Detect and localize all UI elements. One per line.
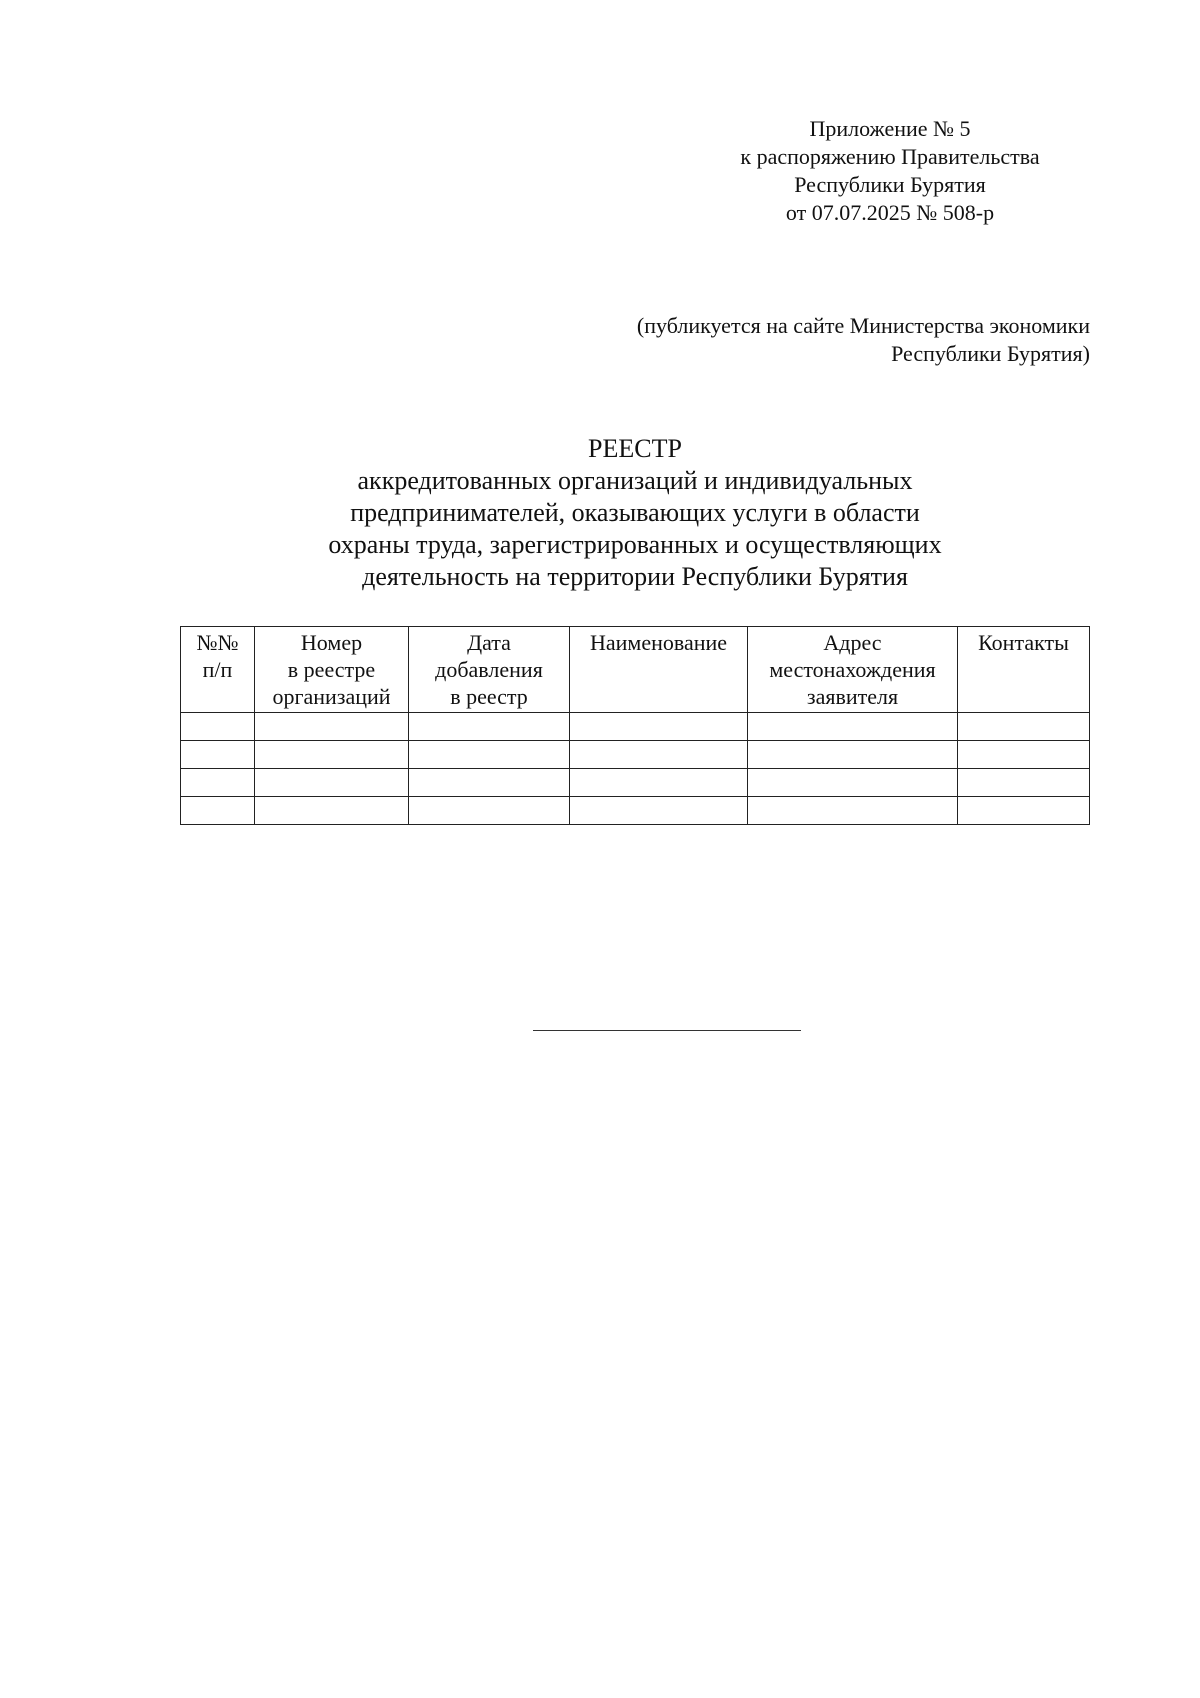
table-header-row	[181, 627, 1090, 713]
header-name: Наименование	[570, 627, 748, 713]
table-cell	[409, 713, 570, 741]
appendix-block	[720, 115, 1060, 227]
table-cell	[748, 797, 958, 825]
title-line: аккредитованных организаций и индивидуальных	[357, 466, 913, 495]
table-row	[181, 713, 1090, 741]
table-cell	[409, 741, 570, 769]
header-registry-number: Номер в реестре организаций	[255, 627, 409, 713]
table-row	[181, 741, 1090, 769]
table-cell	[255, 713, 409, 741]
table-cell	[181, 741, 255, 769]
note-line: (публикуется на сайте Министерства экономики	[636, 313, 1090, 338]
appendix-line: Приложение № 5	[809, 116, 971, 141]
table-cell	[958, 797, 1090, 825]
table-row	[181, 797, 1090, 825]
table-cell	[181, 797, 255, 825]
header-address: Адрес местонахождения заявителя	[748, 627, 958, 713]
table-cell	[181, 769, 255, 797]
title-heading: РЕЕСТР	[588, 434, 682, 463]
table-cell	[409, 769, 570, 797]
table-cell	[409, 797, 570, 825]
appendix-line: Республики Бурятия	[794, 172, 986, 197]
table-cell	[958, 741, 1090, 769]
appendix-line: к распоряжению Правительства	[740, 144, 1040, 169]
table-cell	[958, 769, 1090, 797]
end-separator-line	[533, 1030, 801, 1031]
table-cell	[255, 797, 409, 825]
table-cell	[748, 769, 958, 797]
table-cell	[255, 741, 409, 769]
table-cell	[748, 713, 958, 741]
note-line: Республики Бурятия)	[891, 341, 1090, 366]
table-cell	[570, 741, 748, 769]
table-cell	[570, 713, 748, 741]
header-number: №№ п/п	[181, 627, 255, 713]
table-cell	[181, 713, 255, 741]
table-row	[181, 769, 1090, 797]
header-contacts: Контакты	[958, 627, 1090, 713]
table-cell	[570, 769, 748, 797]
document-title	[180, 433, 1090, 593]
table-cell	[958, 713, 1090, 741]
appendix-line: от 07.07.2025 № 508-р	[785, 200, 995, 225]
title-line: предпринимателей, оказывающих услуги в области	[350, 498, 920, 527]
publication-note	[560, 312, 1090, 368]
table-cell	[570, 797, 748, 825]
table-cell	[748, 741, 958, 769]
title-line: деятельность на территории Республики Бурятия	[362, 562, 908, 591]
title-line: охраны труда, зарегистрированных и осуществляющих	[328, 530, 942, 559]
header-date-added: Дата добавления в реестр	[409, 627, 570, 713]
registry-table	[180, 626, 1090, 825]
table-cell	[255, 769, 409, 797]
